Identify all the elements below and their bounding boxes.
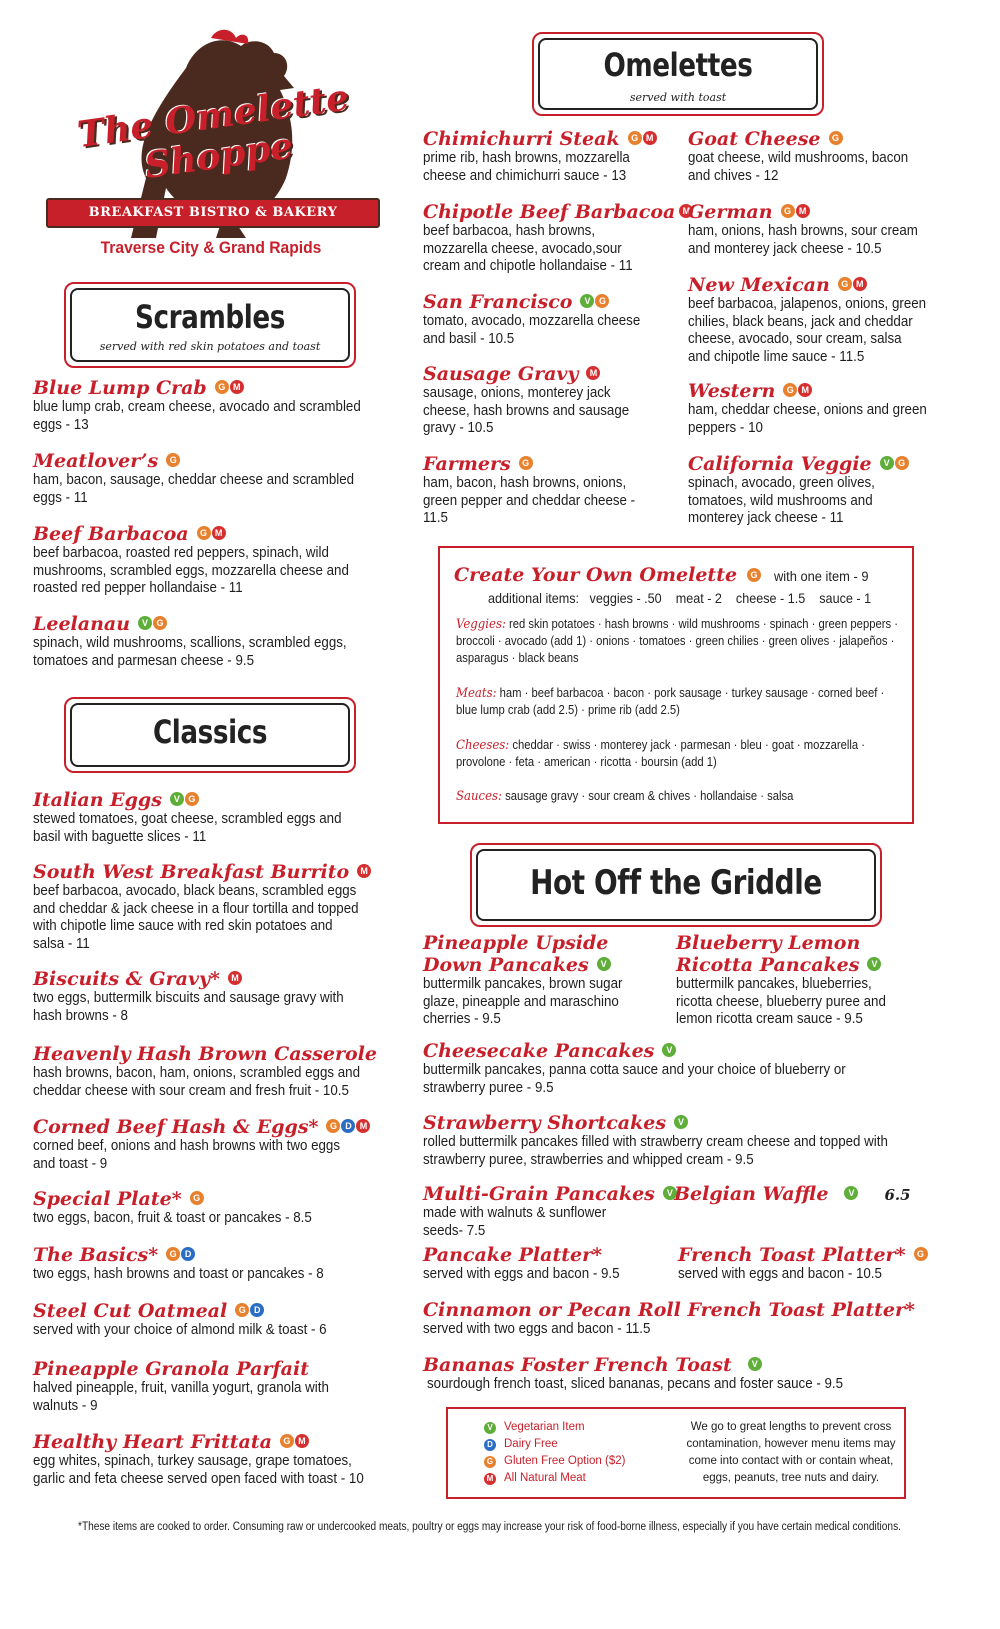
item-name: Pineapple Upside <box>423 932 609 954</box>
menu-item <box>423 363 673 438</box>
menu-item <box>674 1183 924 1206</box>
menu-item <box>33 377 393 434</box>
diet-badges <box>228 971 242 985</box>
legend-box <box>446 1407 906 1499</box>
item-description: tomato, avocado, mozzarella cheese and basil - 10.5 <box>423 313 641 347</box>
vegetarian-icon: V <box>844 1186 858 1200</box>
cyo-sauces: Sauces: sausage gravy · sour cream & chives · hollandaise · salsa <box>456 789 794 804</box>
menu-item <box>423 201 691 276</box>
menu-item <box>33 1431 393 1488</box>
diet-badges <box>215 380 244 394</box>
gluten-free-icon: G <box>895 456 909 470</box>
item-name: Steel Cut Oatmeal <box>33 1300 228 1322</box>
gluten-free-icon: G <box>595 294 609 308</box>
natural-meat-icon: M <box>586 366 600 380</box>
item-description: served with two eggs and bacon - 11.5 <box>423 1321 651 1337</box>
diet-badges <box>138 616 167 630</box>
diet-badges <box>781 204 810 218</box>
menu-item <box>33 968 393 1025</box>
gluten-free-icon: G <box>280 1434 294 1448</box>
diet-badges <box>166 453 180 467</box>
gluten-free-icon: G <box>783 383 797 397</box>
menu-item <box>423 1183 673 1240</box>
dairy-free-icon: D <box>484 1439 496 1451</box>
item-name: Heavenly Hash Brown Casserole <box>33 1043 377 1065</box>
diet-badges <box>747 568 761 582</box>
item-name: Blueberry Lemon <box>676 932 861 954</box>
menu-item <box>678 1244 938 1284</box>
gluten-free-icon: G <box>838 277 852 291</box>
item-name: Bananas Foster French Toast <box>423 1354 732 1376</box>
diet-badges <box>867 957 881 971</box>
natural-meat-icon: M <box>798 383 812 397</box>
item-name: The Basics* <box>33 1244 159 1266</box>
footer-disclaimer: *These items are cooked to order. Consuming raw or undercooked meats, poultry or eggs may increase your risk of food-borne illness, especially if you have certain medical conditions. <box>78 1521 901 1533</box>
item-description: ham, cheddar cheese, onions and green peppers - 10 <box>688 402 927 436</box>
item-name: Healthy Heart Frittata <box>33 1431 272 1453</box>
dairy-free-icon: D <box>250 1303 264 1317</box>
item-name: German <box>688 201 773 223</box>
item-price: 6.5 <box>884 1186 911 1204</box>
gluten-free-icon: G <box>235 1303 249 1317</box>
item-description: stewed tomatoes, goat cheese, scrambled eggs and basil with baguette slices - 11 <box>33 811 342 845</box>
natural-meat-icon: M <box>484 1473 496 1485</box>
item-name: Special Plate* <box>33 1188 182 1210</box>
item-name: Chipotle Beef Barbacoa <box>423 201 676 223</box>
item-name: South West Breakfast Burrito <box>33 861 350 883</box>
item-name: Down Pancakes <box>423 954 589 976</box>
locations: Traverse City & Grand Rapids <box>100 238 322 257</box>
diet-badges <box>674 1115 688 1129</box>
vegetarian-icon: V <box>748 1357 762 1371</box>
griddle-title: Hot Off the Griddle <box>530 863 822 903</box>
item-description: ham, bacon, hash browns, onions, green pepper and cheddar cheese - 11.5 <box>423 475 636 526</box>
menu-item <box>33 1188 393 1228</box>
gluten-free-icon: G <box>628 131 642 145</box>
item-name: San Francisco <box>423 291 573 313</box>
item-description: buttermilk pancakes, brown sugar glaze, pineapple and maraschino cherries - 9.5 <box>423 976 623 1027</box>
item-description: corned beef, onions and hash browns with two eggs and toast - 9 <box>33 1138 341 1172</box>
item-name: Biscuits & Gravy* <box>33 968 220 990</box>
item-description: made with walnuts & sunflower seeds- 7.5 <box>423 1205 607 1239</box>
menu-item <box>423 1040 943 1097</box>
vegetarian-icon: V <box>674 1115 688 1129</box>
scrambles-banner <box>64 282 356 368</box>
legend-item: V Vegetarian Item <box>484 1419 625 1436</box>
griddle-banner <box>470 843 882 927</box>
item-description: buttermilk pancakes, panna cotta sauce and your choice of blueberry or strawberry puree - 9.5 <box>423 1062 846 1096</box>
item-description: buttermilk pancakes, blueberries, ricotta cheese, blueberry puree and lemon ricotta cream sauce - 9.5 <box>676 976 886 1027</box>
item-description: spinach, wild mushrooms, scallions, scrambled eggs, tomatoes and parmesan cheese - 9.5 <box>33 635 347 669</box>
menu-item <box>688 201 948 258</box>
natural-meat-icon: M <box>357 864 371 878</box>
diet-badges <box>519 456 533 470</box>
item-name: Blue Lump Crab <box>33 377 207 399</box>
item-name: French Toast Platter* <box>678 1244 906 1266</box>
vegetarian-icon: V <box>484 1422 496 1434</box>
item-description: sourdough french toast, sliced bananas, pecans and foster sauce - 9.5 <box>427 1376 844 1392</box>
gluten-free-icon: G <box>215 380 229 394</box>
vegetarian-icon: V <box>663 1186 677 1200</box>
diet-badges <box>662 1043 676 1057</box>
item-name: Pineapple Granola Parfait <box>33 1358 309 1380</box>
gluten-free-icon: G <box>153 616 167 630</box>
natural-meat-icon: M <box>228 971 242 985</box>
item-description: served with eggs and bacon - 10.5 <box>678 1266 882 1282</box>
cyo-title: Create Your Own Omelette <box>454 564 738 586</box>
item-description: halved pineapple, fruit, vanilla yogurt, granola with walnuts - 9 <box>33 1380 329 1414</box>
menu-item <box>33 1358 363 1415</box>
diet-badges <box>838 277 867 291</box>
diet-badges <box>190 1191 204 1205</box>
omelettes-subtitle: served with toast <box>629 91 727 104</box>
item-name: Leelanau <box>33 613 131 635</box>
menu-item <box>688 274 948 366</box>
logo-ribbon: BREAKFAST BISTRO & BAKERY <box>46 198 380 228</box>
menu-item <box>33 789 393 846</box>
item-name: Beef Barbacoa <box>33 523 189 545</box>
gluten-free-icon: G <box>829 131 843 145</box>
omelettes-title: Omelettes <box>603 46 753 84</box>
menu-item <box>33 1116 393 1173</box>
gluten-free-icon: G <box>166 1247 180 1261</box>
vegetarian-icon: V <box>597 957 611 971</box>
logo-script: The Omelette Shoppe <box>74 76 352 187</box>
menu-item <box>33 523 393 598</box>
diet-badges <box>748 1357 762 1371</box>
classics-title: Classics <box>152 713 268 751</box>
vegetarian-icon: V <box>580 294 594 308</box>
vegetarian-icon: V <box>662 1043 676 1057</box>
gluten-free-icon: G <box>519 456 533 470</box>
item-description: beef barbacoa, hash browns, mozzarella cheese, avocado,sour cream and chipotle hollandaise - 11 <box>423 223 633 274</box>
item-description: beef barbacoa, avocado, black beans, scrambled eggs and cheddar & jack cheese in a flour tortilla and topped with chipotle lime sauce with red skin potatoes and salsa - 11 <box>33 883 359 952</box>
item-description: two eggs, hash browns and toast or pancakes - 8 <box>33 1266 324 1282</box>
item-description: egg whites, spinach, turkey sausage, grape tomatoes, garlic and feta cheese served open faced with toast - 10 <box>33 1453 364 1487</box>
diet-badges <box>235 1303 264 1317</box>
item-description: hash browns, bacon, ham, onions, scrambled eggs and cheddar cheese with sour cream and fresh fruit - 10.5 <box>33 1065 361 1099</box>
item-description: spinach, avocado, green olives, tomatoes, wild mushrooms and monterey jack cheese - 11 <box>688 475 875 526</box>
item-name: Belgian Waffle <box>674 1183 829 1205</box>
menu-item <box>423 1112 963 1169</box>
item-description: beef barbacoa, roasted red peppers, spinach, wild mushrooms, scrambled eggs, mozzarella cheese and roasted red pepper hollandaise - 11 <box>33 545 349 596</box>
create-your-own-box <box>438 546 914 824</box>
diet-badges <box>829 131 843 145</box>
menu-item <box>33 450 393 507</box>
item-name: Goat Cheese <box>688 128 821 150</box>
gluten-free-icon: G <box>781 204 795 218</box>
menu-item <box>688 128 948 185</box>
gluten-free-icon: G <box>747 568 761 582</box>
menu-item <box>33 1300 393 1340</box>
item-description: prime rib, hash browns, mozzarella cheese and chimichurri sauce - 13 <box>423 150 630 184</box>
cyo-veggies: Veggies: red skin potatoes · hash browns · wild mushrooms · spinach · green peppers · broccoli · avocado (add 1) · onions · tomatoes · green chilies · green olives · jalapeños · asparagus · black beans <box>456 617 898 665</box>
item-name: Italian Eggs <box>33 789 162 811</box>
menu-item <box>33 613 393 670</box>
allergen-note: We go to great lengths to prevent cross contamination, however menu items may come into contact with or contain wheat, eggs, peanuts, tree nuts and dairy. <box>686 1421 896 1484</box>
item-name: Corned Beef Hash & Eggs* <box>33 1116 319 1138</box>
gluten-free-icon: G <box>190 1191 204 1205</box>
diet-badges <box>844 1186 858 1200</box>
diet-badges <box>880 456 909 470</box>
menu-item <box>33 1043 393 1100</box>
item-description: ham, onions, hash browns, sour cream and monterey jack cheese - 10.5 <box>688 223 918 257</box>
dairy-free-icon: D <box>341 1119 355 1133</box>
item-description: two eggs, buttermilk biscuits and sausage gravy with hash browns - 8 <box>33 990 344 1024</box>
vegetarian-icon: V <box>880 456 894 470</box>
scrambles-title: Scrambles <box>135 298 285 336</box>
menu-item <box>423 128 673 185</box>
gluten-free-icon: G <box>185 792 199 806</box>
natural-meat-icon: M <box>356 1119 370 1133</box>
legend-item: G Gluten Free Option ($2) <box>484 1453 625 1470</box>
item-description: served with eggs and bacon - 9.5 <box>423 1266 620 1282</box>
item-description: two eggs, bacon, fruit & toast or pancakes - 8.5 <box>33 1210 312 1226</box>
diet-badges <box>580 294 609 308</box>
item-description: goat cheese, wild mushrooms, bacon and chives - 12 <box>688 150 909 184</box>
cyo-price: with one item - 9 <box>773 568 869 584</box>
menu-item <box>423 1244 663 1284</box>
natural-meat-icon: M <box>679 204 693 218</box>
item-name: Sausage Gravy <box>423 363 579 385</box>
menu-item <box>423 1299 943 1339</box>
diet-badges <box>326 1119 370 1133</box>
menu-item <box>423 1354 943 1394</box>
diet-badges <box>914 1247 928 1261</box>
omelettes-banner <box>532 32 824 116</box>
natural-meat-icon: M <box>643 131 657 145</box>
vegetarian-icon: V <box>170 792 184 806</box>
menu-item <box>423 932 663 1029</box>
menu-item <box>33 861 393 953</box>
natural-meat-icon: M <box>796 204 810 218</box>
menu-item <box>33 1244 393 1284</box>
menu-item <box>688 453 948 528</box>
classics-banner <box>64 697 356 773</box>
gluten-free-icon: G <box>914 1247 928 1261</box>
gluten-free-icon: G <box>326 1119 340 1133</box>
natural-meat-icon: M <box>212 526 226 540</box>
diet-badges <box>197 526 226 540</box>
item-name: Western <box>688 380 776 402</box>
diet-badges <box>357 864 371 878</box>
cyo-cheeses: Cheeses: cheddar · swiss · monterey jack · parmesan · bleu · goat · mozzarella · provolone · feta · american · ricotta · boursin (add 1) <box>456 738 865 769</box>
diet-badges <box>586 366 600 380</box>
diet-badges <box>166 1247 195 1261</box>
item-description: ham, bacon, sausage, cheddar cheese and scrambled eggs - 11 <box>33 472 355 506</box>
item-description: blue lump crab, cream cheese, avocado and scrambled eggs - 13 <box>33 399 361 433</box>
diet-badges <box>628 131 657 145</box>
item-name: Ricotta Pancakes <box>676 954 860 976</box>
diet-badges <box>280 1434 309 1448</box>
item-name: Cheesecake Pancakes <box>423 1040 655 1062</box>
natural-meat-icon: M <box>853 277 867 291</box>
legend-item: D Dairy Free <box>484 1436 625 1453</box>
item-name: Multi-Grain Pancakes <box>423 1183 655 1205</box>
menu-item <box>688 380 948 437</box>
vegetarian-icon: V <box>138 616 152 630</box>
item-name: Cinnamon or Pecan Roll French Toast Platter* <box>423 1299 915 1321</box>
menu-item <box>423 291 673 348</box>
item-description: beef barbacoa, jalapenos, onions, green chilies, black beans, jack and cheddar cheese, avocado, sour cream, salsa and chipotle lime sauce - 11.5 <box>688 296 927 365</box>
vegetarian-icon: V <box>867 957 881 971</box>
item-description: rolled buttermilk pancakes filled with strawberry cream cheese and topped with strawberry puree, strawberries and whipped cream - 9.5 <box>423 1134 888 1168</box>
legend-item: M All Natural Meat <box>484 1470 625 1487</box>
scrambles-subtitle: served with red skin potatoes and toast <box>99 340 321 353</box>
natural-meat-icon: M <box>295 1434 309 1448</box>
item-name: Pancake Platter* <box>423 1244 603 1266</box>
gluten-free-icon: G <box>197 526 211 540</box>
item-description: served with your choice of almond milk & toast - 6 <box>33 1322 327 1338</box>
item-description: sausage, onions, monterey jack cheese, hash browns and sausage gravy - 10.5 <box>423 385 630 436</box>
item-name: New Mexican <box>688 274 830 296</box>
item-name: Meatlover’s <box>33 450 159 472</box>
diet-badges <box>783 383 812 397</box>
natural-meat-icon: M <box>230 380 244 394</box>
gluten-free-icon: G <box>166 453 180 467</box>
cyo-additional: additional items: veggies - .50 meat - 2 cheese - 1.5 sauce - 1 <box>488 590 872 606</box>
item-name: Farmers <box>423 453 511 475</box>
diet-badges <box>170 792 199 806</box>
menu-item <box>676 932 931 1029</box>
menu-item <box>423 453 673 528</box>
item-name: Chimichurri Steak <box>423 128 620 150</box>
dairy-free-icon: D <box>181 1247 195 1261</box>
cyo-meats: Meats: ham · beef barbacoa · bacon · pork sausage · turkey sausage · corned beef · blue lump crab (add 2.5) · prime rib (add 2.5) <box>456 686 885 717</box>
item-name: Strawberry Shortcakes <box>423 1112 667 1134</box>
diet-badges <box>597 957 611 971</box>
logo <box>36 28 386 273</box>
item-name: California Veggie <box>688 453 872 475</box>
gluten-free-icon: G <box>484 1456 496 1468</box>
legend-list <box>484 1419 625 1487</box>
